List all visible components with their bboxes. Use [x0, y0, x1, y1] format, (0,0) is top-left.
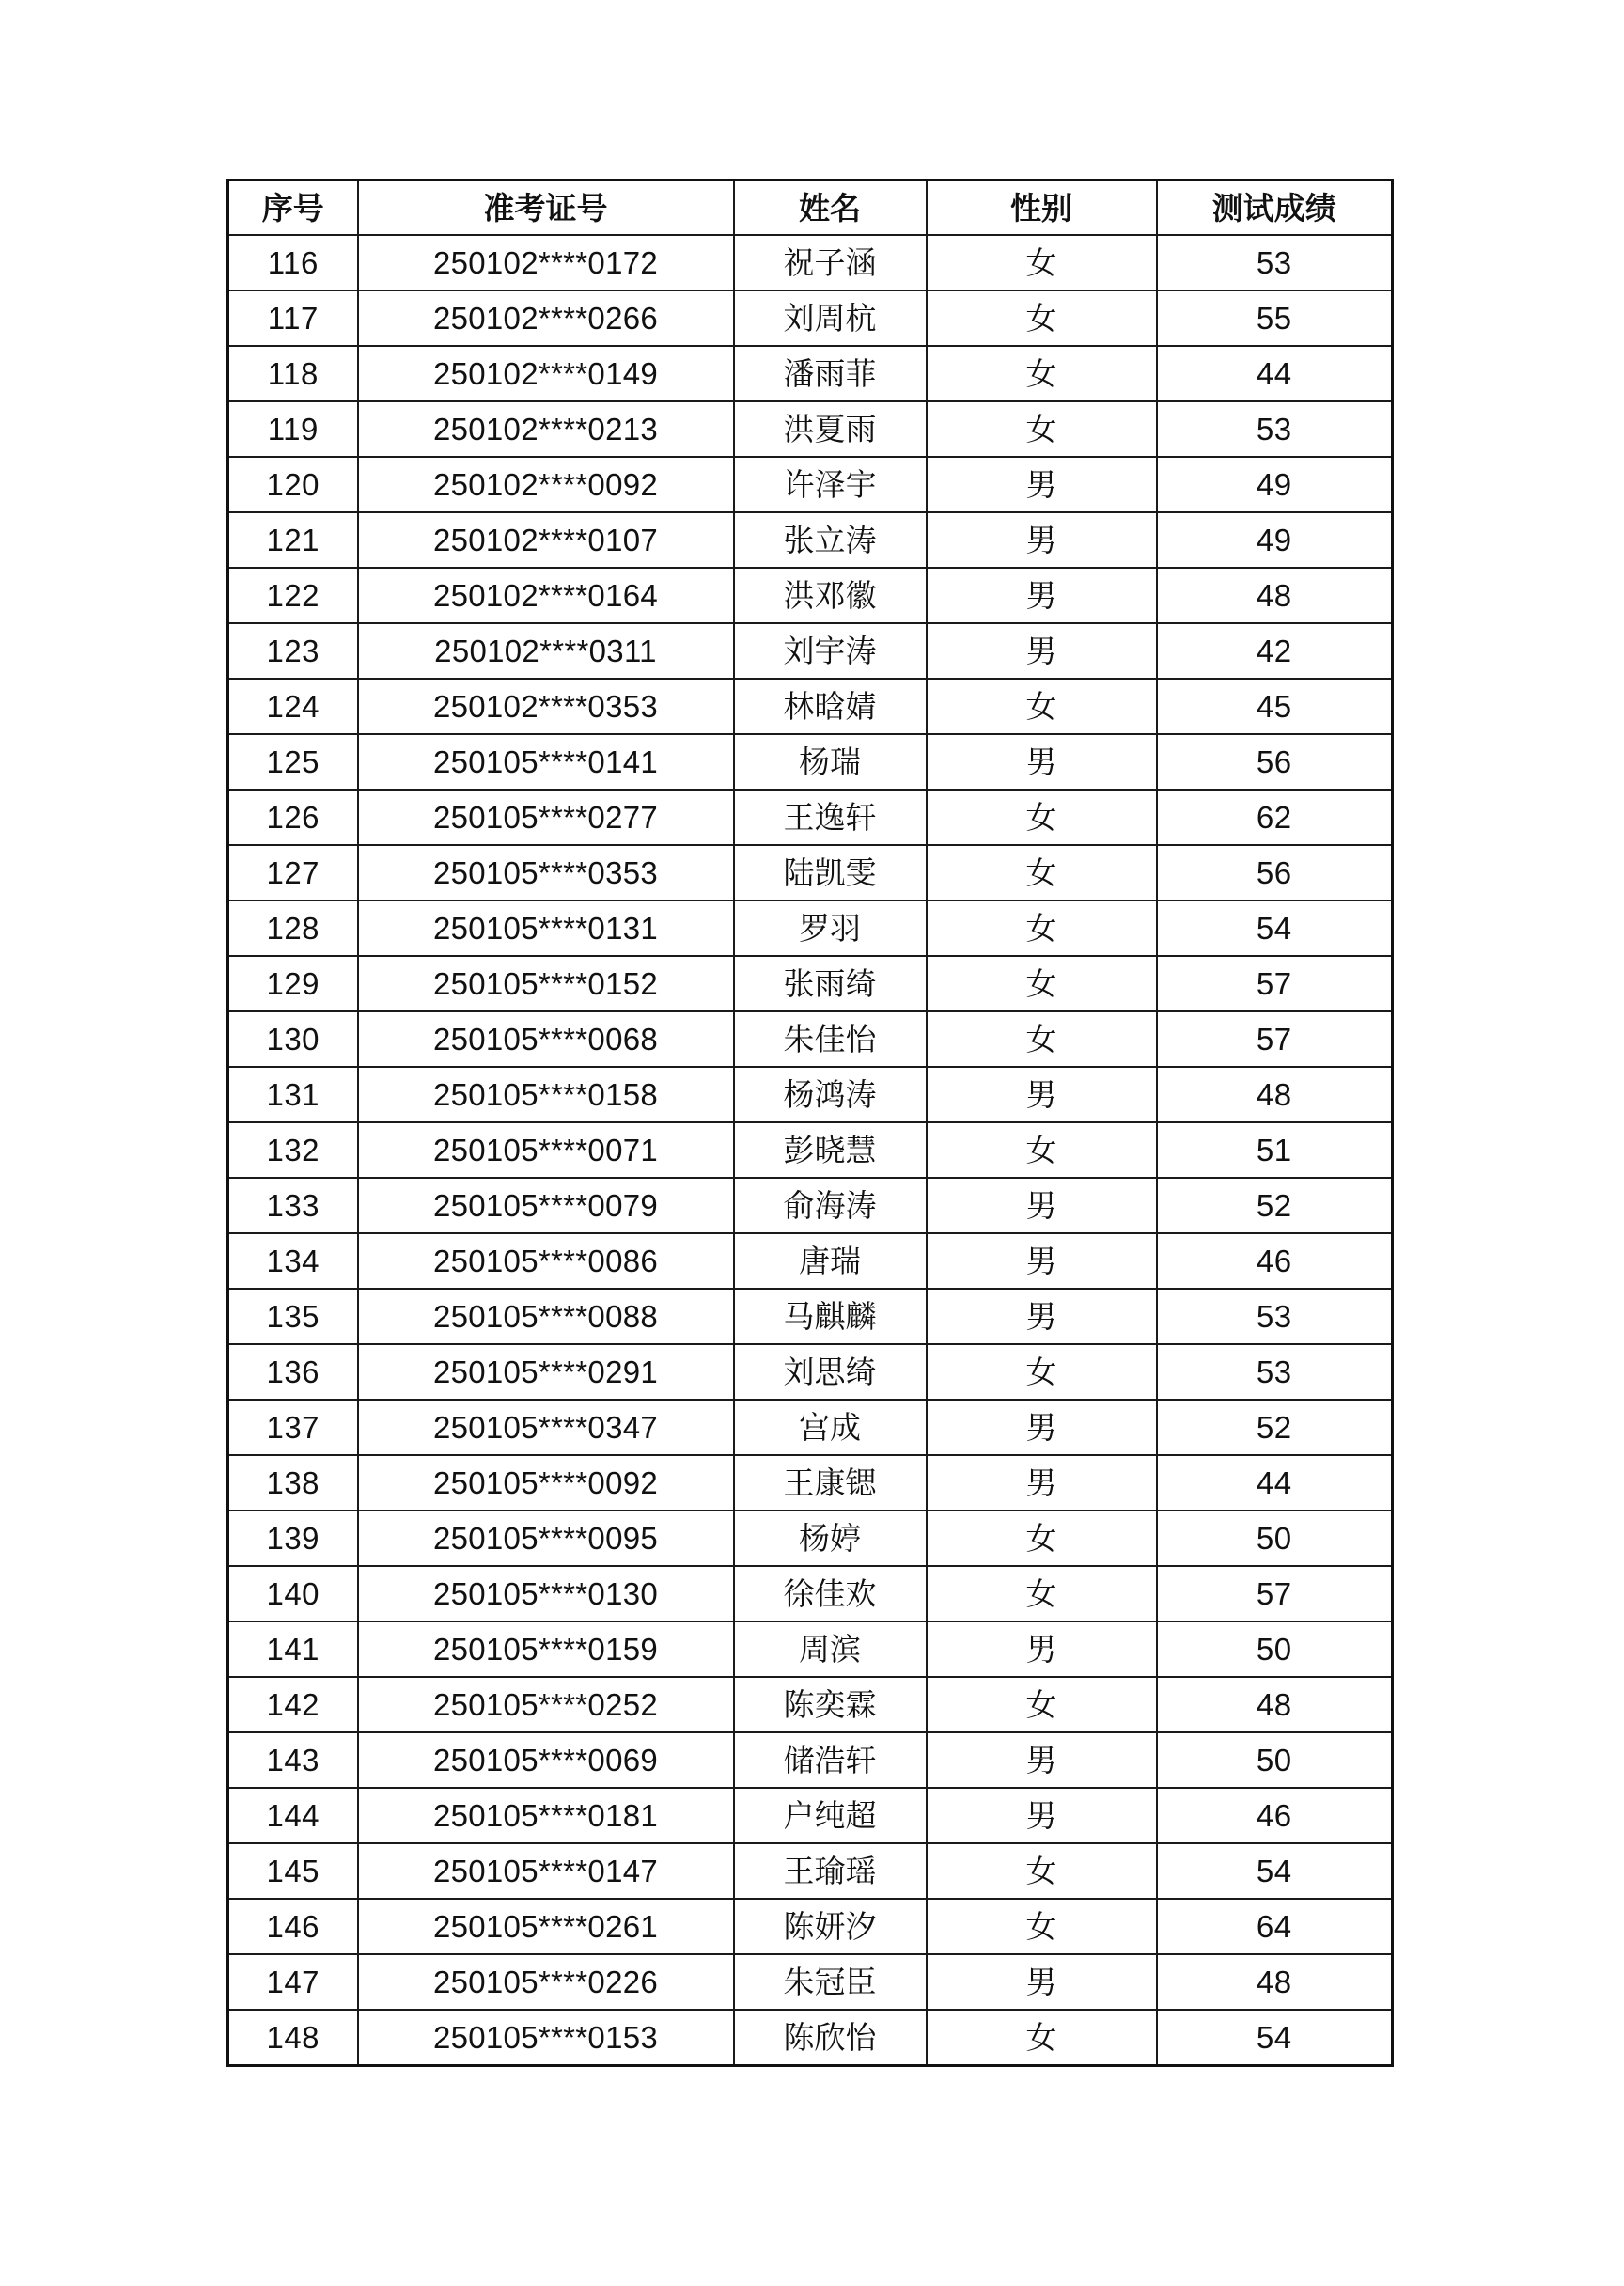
cell-gender: 女 — [927, 1122, 1157, 1178]
cell-seq: 132 — [228, 1122, 358, 1178]
cell-exam-id: 250102****0266 — [358, 290, 734, 346]
table-header-row — [228, 180, 1393, 236]
header-seq: 序号 — [228, 180, 358, 236]
table-row — [228, 734, 1393, 790]
cell-score: 49 — [1157, 512, 1393, 568]
cell-name: 王瑜瑶 — [734, 1843, 927, 1899]
table-row — [228, 1400, 1393, 1455]
table-row — [228, 956, 1393, 1011]
table-body — [228, 235, 1393, 2066]
cell-name: 刘宇涛 — [734, 623, 927, 679]
cell-exam-id: 250105****0252 — [358, 1677, 734, 1732]
cell-gender: 男 — [927, 568, 1157, 623]
header-score: 测试成绩 — [1157, 180, 1393, 236]
cell-name: 张雨绮 — [734, 956, 927, 1011]
cell-name: 周滨 — [734, 1621, 927, 1677]
cell-gender: 男 — [927, 1455, 1157, 1511]
cell-exam-id: 250105****0181 — [358, 1788, 734, 1843]
table-row — [228, 512, 1393, 568]
cell-seq: 144 — [228, 1788, 358, 1843]
header-gender: 性别 — [927, 180, 1157, 236]
table-row — [228, 1289, 1393, 1344]
cell-score: 45 — [1157, 679, 1393, 734]
cell-exam-id: 250105****0071 — [358, 1122, 734, 1178]
header-name: 姓名 — [734, 180, 927, 236]
cell-exam-id: 250105****0131 — [358, 900, 734, 956]
cell-name: 陈欣怡 — [734, 2010, 927, 2066]
cell-seq: 118 — [228, 346, 358, 401]
cell-gender: 男 — [927, 1788, 1157, 1843]
cell-gender: 女 — [927, 1677, 1157, 1732]
cell-seq: 130 — [228, 1011, 358, 1067]
cell-name: 洪邓徽 — [734, 568, 927, 623]
cell-score: 53 — [1157, 1344, 1393, 1400]
cell-score: 57 — [1157, 956, 1393, 1011]
table-row — [228, 1677, 1393, 1732]
cell-seq: 142 — [228, 1677, 358, 1732]
cell-exam-id: 250102****0213 — [358, 401, 734, 457]
cell-exam-id: 250105****0069 — [358, 1732, 734, 1788]
cell-seq: 134 — [228, 1233, 358, 1289]
cell-seq: 124 — [228, 679, 358, 734]
cell-exam-id: 250105****0353 — [358, 845, 734, 900]
cell-gender: 男 — [927, 512, 1157, 568]
table-row — [228, 346, 1393, 401]
cell-seq: 146 — [228, 1899, 358, 1954]
cell-seq: 126 — [228, 790, 358, 845]
cell-name: 王康锶 — [734, 1455, 927, 1511]
cell-name: 罗羽 — [734, 900, 927, 956]
cell-exam-id: 250102****0107 — [358, 512, 734, 568]
cell-exam-id: 250105****0347 — [358, 1400, 734, 1455]
table-row — [228, 1455, 1393, 1511]
table-row — [228, 1178, 1393, 1233]
cell-score: 54 — [1157, 1843, 1393, 1899]
cell-score: 48 — [1157, 1954, 1393, 2010]
table-row — [228, 1843, 1393, 1899]
cell-name: 户纯超 — [734, 1788, 927, 1843]
cell-name: 潘雨菲 — [734, 346, 927, 401]
cell-name: 洪夏雨 — [734, 401, 927, 457]
cell-gender: 女 — [927, 235, 1157, 290]
cell-seq: 128 — [228, 900, 358, 956]
cell-name: 陈妍汐 — [734, 1899, 927, 1954]
cell-gender: 女 — [927, 1566, 1157, 1621]
cell-seq: 137 — [228, 1400, 358, 1455]
cell-exam-id: 250105****0158 — [358, 1067, 734, 1122]
table-row — [228, 235, 1393, 290]
cell-name: 俞海涛 — [734, 1178, 927, 1233]
cell-score: 53 — [1157, 1289, 1393, 1344]
cell-exam-id: 250105****0079 — [358, 1178, 734, 1233]
cell-score: 53 — [1157, 235, 1393, 290]
cell-name: 宫成 — [734, 1400, 927, 1455]
table-row — [228, 900, 1393, 956]
cell-name: 唐瑞 — [734, 1233, 927, 1289]
cell-name: 陈奕霖 — [734, 1677, 927, 1732]
cell-score: 56 — [1157, 734, 1393, 790]
cell-name: 陆凯雯 — [734, 845, 927, 900]
cell-name: 朱佳怡 — [734, 1011, 927, 1067]
table-row — [228, 1122, 1393, 1178]
cell-score: 57 — [1157, 1011, 1393, 1067]
table-row — [228, 1067, 1393, 1122]
cell-score: 54 — [1157, 2010, 1393, 2066]
cell-seq: 123 — [228, 623, 358, 679]
cell-seq: 117 — [228, 290, 358, 346]
cell-seq: 148 — [228, 2010, 358, 2066]
cell-seq: 119 — [228, 401, 358, 457]
cell-seq: 136 — [228, 1344, 358, 1400]
cell-score: 50 — [1157, 1732, 1393, 1788]
cell-exam-id: 250105****0095 — [358, 1511, 734, 1566]
table-row — [228, 457, 1393, 512]
cell-exam-id: 250105****0088 — [358, 1289, 734, 1344]
cell-gender: 女 — [927, 401, 1157, 457]
table-row — [228, 1899, 1393, 1954]
cell-seq: 116 — [228, 235, 358, 290]
cell-seq: 140 — [228, 1566, 358, 1621]
table-row — [228, 290, 1393, 346]
cell-score: 62 — [1157, 790, 1393, 845]
cell-exam-id: 250105****0159 — [358, 1621, 734, 1677]
cell-gender: 女 — [927, 346, 1157, 401]
cell-seq: 135 — [228, 1289, 358, 1344]
cell-name: 徐佳欢 — [734, 1566, 927, 1621]
cell-gender: 男 — [927, 734, 1157, 790]
cell-gender: 女 — [927, 790, 1157, 845]
cell-score: 50 — [1157, 1511, 1393, 1566]
header-exam-id: 准考证号 — [358, 180, 734, 236]
cell-score: 56 — [1157, 845, 1393, 900]
cell-name: 刘思绮 — [734, 1344, 927, 1400]
cell-gender: 女 — [927, 900, 1157, 956]
cell-exam-id: 250102****0353 — [358, 679, 734, 734]
cell-score: 44 — [1157, 1455, 1393, 1511]
cell-exam-id: 250105****0291 — [358, 1344, 734, 1400]
cell-name: 杨婷 — [734, 1511, 927, 1566]
cell-exam-id: 250105****0226 — [358, 1954, 734, 2010]
cell-exam-id: 250105****0086 — [358, 1233, 734, 1289]
cell-gender: 男 — [927, 1732, 1157, 1788]
cell-name: 杨瑞 — [734, 734, 927, 790]
cell-seq: 122 — [228, 568, 358, 623]
cell-score: 42 — [1157, 623, 1393, 679]
cell-seq: 139 — [228, 1511, 358, 1566]
cell-score: 46 — [1157, 1788, 1393, 1843]
table-row — [228, 845, 1393, 900]
cell-gender: 男 — [927, 1289, 1157, 1344]
cell-score: 49 — [1157, 457, 1393, 512]
cell-seq: 127 — [228, 845, 358, 900]
cell-score: 55 — [1157, 290, 1393, 346]
cell-gender: 女 — [927, 1511, 1157, 1566]
cell-name: 朱冠臣 — [734, 1954, 927, 2010]
cell-seq: 121 — [228, 512, 358, 568]
cell-name: 刘周杭 — [734, 290, 927, 346]
cell-seq: 141 — [228, 1621, 358, 1677]
cell-seq: 145 — [228, 1843, 358, 1899]
cell-gender: 女 — [927, 1899, 1157, 1954]
cell-score: 57 — [1157, 1566, 1393, 1621]
cell-name: 马麒麟 — [734, 1289, 927, 1344]
cell-seq: 147 — [228, 1954, 358, 2010]
cell-gender: 男 — [927, 1621, 1157, 1677]
table-row — [228, 568, 1393, 623]
cell-name: 张立涛 — [734, 512, 927, 568]
cell-gender: 女 — [927, 1843, 1157, 1899]
cell-score: 44 — [1157, 346, 1393, 401]
cell-score: 50 — [1157, 1621, 1393, 1677]
cell-gender: 男 — [927, 1400, 1157, 1455]
table-row — [228, 1511, 1393, 1566]
cell-exam-id: 250102****0172 — [358, 235, 734, 290]
cell-exam-id: 250105****0092 — [358, 1455, 734, 1511]
cell-score: 54 — [1157, 900, 1393, 956]
cell-score: 48 — [1157, 1677, 1393, 1732]
cell-exam-id: 250102****0164 — [358, 568, 734, 623]
table-row — [228, 1621, 1393, 1677]
cell-name: 彭晓慧 — [734, 1122, 927, 1178]
table-row — [228, 2010, 1393, 2066]
cell-score: 53 — [1157, 401, 1393, 457]
cell-name: 储浩轩 — [734, 1732, 927, 1788]
cell-gender: 女 — [927, 1011, 1157, 1067]
table-row — [228, 790, 1393, 845]
cell-score: 64 — [1157, 1899, 1393, 1954]
table-row — [228, 401, 1393, 457]
cell-gender: 男 — [927, 1178, 1157, 1233]
cell-exam-id: 250102****0092 — [358, 457, 734, 512]
cell-gender: 男 — [927, 1954, 1157, 2010]
cell-exam-id: 250105****0068 — [358, 1011, 734, 1067]
cell-score: 52 — [1157, 1400, 1393, 1455]
cell-exam-id: 250105****0147 — [358, 1843, 734, 1899]
cell-seq: 131 — [228, 1067, 358, 1122]
table-row — [228, 1788, 1393, 1843]
cell-seq: 125 — [228, 734, 358, 790]
cell-name: 杨鸿涛 — [734, 1067, 927, 1122]
cell-exam-id: 250105****0261 — [358, 1899, 734, 1954]
cell-gender: 男 — [927, 457, 1157, 512]
score-table — [226, 179, 1394, 2067]
table-row — [228, 1344, 1393, 1400]
cell-seq: 133 — [228, 1178, 358, 1233]
cell-seq: 143 — [228, 1732, 358, 1788]
cell-gender: 女 — [927, 679, 1157, 734]
cell-seq: 120 — [228, 457, 358, 512]
cell-gender: 女 — [927, 290, 1157, 346]
table-row — [228, 1566, 1393, 1621]
cell-exam-id: 250105****0153 — [358, 2010, 734, 2066]
cell-gender: 女 — [927, 956, 1157, 1011]
cell-name: 王逸轩 — [734, 790, 927, 845]
cell-exam-id: 250105****0130 — [358, 1566, 734, 1621]
cell-seq: 138 — [228, 1455, 358, 1511]
cell-exam-id: 250102****0311 — [358, 623, 734, 679]
table-row — [228, 1011, 1393, 1067]
cell-name: 林晗婧 — [734, 679, 927, 734]
cell-gender: 女 — [927, 1344, 1157, 1400]
cell-exam-id: 250105****0152 — [358, 956, 734, 1011]
cell-seq: 129 — [228, 956, 358, 1011]
cell-score: 48 — [1157, 568, 1393, 623]
cell-score: 51 — [1157, 1122, 1393, 1178]
table-row — [228, 1732, 1393, 1788]
cell-gender: 男 — [927, 1233, 1157, 1289]
table-row — [228, 1233, 1393, 1289]
table-row — [228, 679, 1393, 734]
cell-exam-id: 250105****0277 — [358, 790, 734, 845]
cell-score: 52 — [1157, 1178, 1393, 1233]
cell-gender: 女 — [927, 845, 1157, 900]
table-row — [228, 623, 1393, 679]
cell-exam-id: 250102****0149 — [358, 346, 734, 401]
cell-gender: 女 — [927, 2010, 1157, 2066]
table-row — [228, 1954, 1393, 2010]
cell-name: 许泽宇 — [734, 457, 927, 512]
cell-gender: 男 — [927, 1067, 1157, 1122]
cell-score: 46 — [1157, 1233, 1393, 1289]
cell-name: 祝子涵 — [734, 235, 927, 290]
cell-gender: 男 — [927, 623, 1157, 679]
cell-score: 48 — [1157, 1067, 1393, 1122]
cell-exam-id: 250105****0141 — [358, 734, 734, 790]
